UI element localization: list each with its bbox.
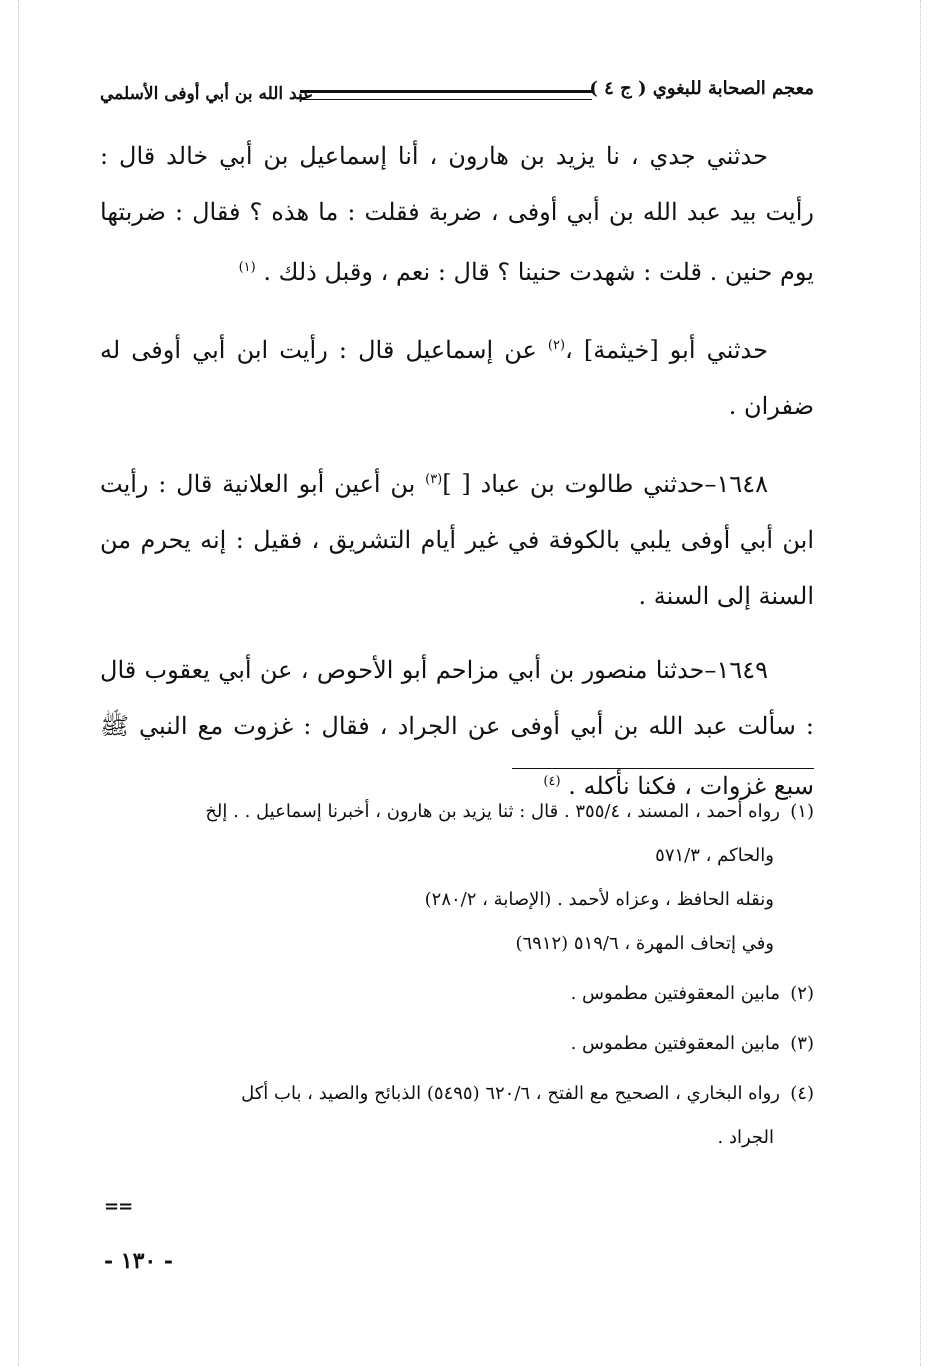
paragraph-2 — [100, 318, 814, 434]
scan-edge-right — [920, 0, 921, 1366]
paragraph-text-continued: بن أعين أبو العلانية قال : رأيت ابن أبي أوفى يلبي بالكوفة في غير أيام التشريق ، فقيل : إنه يحرم من السنة إلى السنة . — [100, 470, 814, 610]
paragraph-1 — [100, 128, 814, 300]
main-text — [100, 128, 814, 832]
footnote-number: (١) — [790, 801, 814, 822]
paragraph-hadith-1648 — [100, 452, 814, 624]
scan-edge-left — [18, 0, 19, 1366]
footnote-2 — [100, 972, 814, 1016]
footnote-line: رواه البخاري ، الصحيح مع الفتح ، ٦٢٠/٦ (٥٤٩٥) الذبائح والصيد ، باب أكل — [241, 1083, 780, 1104]
footnote-line: الجراد . — [717, 1127, 774, 1148]
paragraph-text: حدثني جدي ، نا يزيد بن هارون ، أنا إسماعيل بن أبي خالد قال : رأيت بيد عبد الله بن أبي أوفى ، ضربة فقلت : ما هذه ؟ فقال : ضربتها يوم حنين . قلت : شهدت حنينا ؟ قال : نعم ، وقبل ذلك . — [100, 142, 814, 286]
page-marker: == — [104, 1196, 133, 1217]
footnote-separator — [512, 768, 814, 769]
footnote-number: (٢) — [790, 983, 814, 1004]
footnote-line: ونقله الحافظ ، وعزاه لأحمد . (الإصابة ، ٢٨٠/٢) — [424, 889, 774, 910]
footnote-ref: (٢) — [547, 338, 566, 353]
footnote-ref: (١) — [238, 260, 256, 275]
paragraph-text: ١٦٤٨–حدثني طالوت بن عباد [ ] — [442, 470, 769, 498]
paragraph-text: ١٦٤٩–حدثنا منصور بن أبي مزاحم أبو الأحوص ، عن أبي يعقوب قال : سألت عبد الله بن أبي أوفى عن الجراد ، فقال : غزوت مع النبي ﷺ سبع غزوات ، فكنا نأكله . — [100, 656, 814, 800]
footnote-number: (٣) — [790, 1033, 814, 1054]
running-header — [100, 78, 814, 114]
footnote-line: والحاكم ، ٥٧١/٣ — [655, 845, 774, 866]
footnotes — [100, 790, 814, 1166]
footnote-line: مابين المعقوفتين مطموس . — [570, 983, 780, 1004]
footnote-ref: (٣) — [425, 472, 443, 487]
paragraph-text: حدثني أبو [خيثمة] ، — [565, 336, 768, 364]
paragraph-hadith-1649 — [100, 642, 814, 814]
header-book-title: معجم الصحابة للبغوي ( ج ٤ ) — [589, 78, 814, 99]
footnote-ref: (٤) — [543, 774, 561, 789]
footnote-line: مابين المعقوفتين مطموس . — [570, 1033, 780, 1054]
footnote-line: رواه أحمد ، المسند ، ٣٥٥/٤ . قال : ثنا يزيد بن هارون ، أخبرنا إسماعيل . . إلخ — [205, 801, 780, 822]
header-section-title: عبد الله بن أبي أوفى الأسلمي — [100, 84, 314, 104]
footnote-3 — [100, 1022, 814, 1066]
footnote-number: (٤) — [790, 1083, 814, 1104]
footnote-1 — [100, 790, 814, 966]
header-rule — [300, 90, 592, 100]
page-number: - ١٣٠ - — [104, 1248, 174, 1274]
footnote-4 — [100, 1072, 814, 1160]
footnote-line: وفي إتحاف المهرة ، ٥١٩/٦ (٦٩١٢) — [515, 933, 774, 954]
paragraph-text-continued: عن إسماعيل قال : رأيت ابن أبي أوفى له ضفران . — [100, 336, 814, 420]
